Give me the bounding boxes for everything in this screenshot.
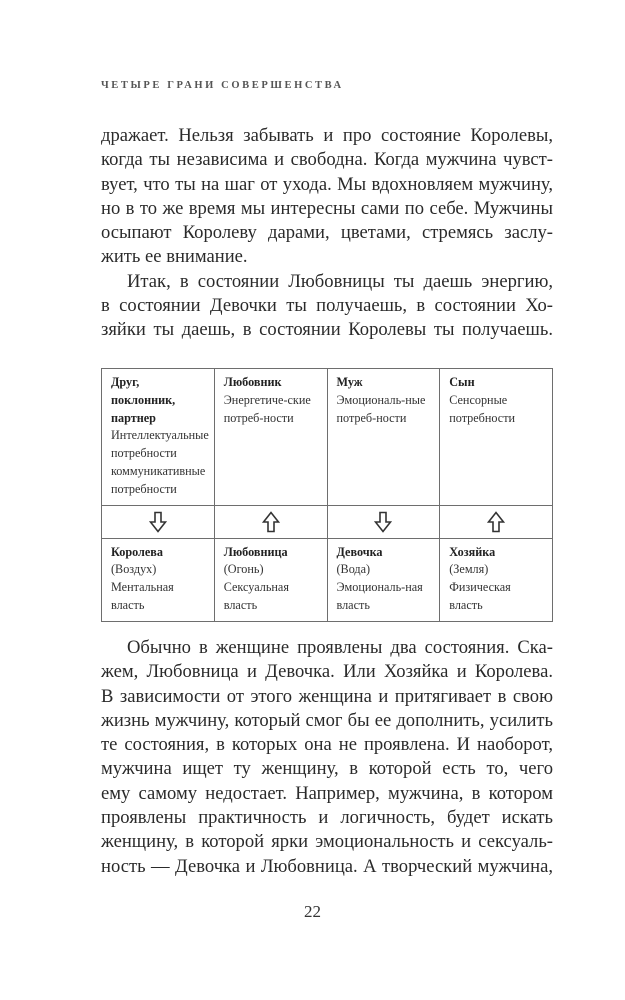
cell-title: Девочка xyxy=(336,544,383,559)
hollow-arrow-down-icon xyxy=(374,511,392,533)
text-line: жизнь мужчину, который смог бы ее дополнить, усилить xyxy=(101,709,553,731)
cell-desc: (Огонь) Сексуальная власть xyxy=(223,562,289,612)
cell-title: Королева xyxy=(111,544,163,559)
text-line: те состояния, в которых она не проявлена. И наоборот, xyxy=(101,734,553,756)
table-cell xyxy=(102,538,215,621)
table-row-arrows xyxy=(102,505,553,538)
text-line: когда ты независима и свободна. Когда мужчина чувст- xyxy=(101,149,553,171)
hollow-arrow-up-icon xyxy=(487,511,505,533)
states-table xyxy=(101,368,553,622)
text-line: жить ее внимание. xyxy=(101,246,248,268)
text-line: Итак, в состоянии Любовницы ты даешь энергию, xyxy=(127,270,553,292)
body-text-bottom xyxy=(101,636,553,879)
text-line: в состоянии Девочки ты получаешь, в состоянии Хо- xyxy=(101,295,553,317)
cell-desc: (Земля) Физическая власть xyxy=(449,562,511,612)
text-line: зяйки ты даешь, в состоянии Королевы ты получаешь. xyxy=(101,319,553,341)
text-line: ность — Девочка и Любовница. А творческий мужчина, xyxy=(101,855,553,877)
text-line: вует, что ты на шаг от ухода. Мы вдохновляем мужчину, xyxy=(101,173,553,195)
text-line: жем, Любовница и Девочка. Или Хозяйка и Королева. xyxy=(101,661,553,683)
table-cell xyxy=(327,505,440,538)
table-cell xyxy=(440,505,553,538)
table-cell xyxy=(327,369,440,506)
cell-desc: Энергетиче-ские потреб-ности xyxy=(223,392,311,425)
text-line: ему самому недостает. Например, мужчина, в котором xyxy=(101,782,553,804)
text-line: женщину, в которой ярки эмоциональность и сексуаль- xyxy=(101,831,553,853)
table-row-states xyxy=(102,538,553,621)
text-line: В зависимости от этого женщина и притягивает в свою xyxy=(101,685,553,707)
hollow-arrow-down-icon xyxy=(149,511,167,533)
cell-desc: Эмоциональ-ные потреб-ности xyxy=(336,392,426,425)
cell-desc: Сенсорные потребности xyxy=(449,392,516,425)
table-cell xyxy=(327,538,440,621)
table-cell xyxy=(102,505,215,538)
cell-title: Хозяйка xyxy=(449,544,496,559)
text-line: но в то же время мы интересны сами по себе. Мужчины xyxy=(101,197,553,219)
running-head: ЧЕТЫРЕ ГРАНИ СОВЕРШЕНСТВА xyxy=(101,80,344,91)
cell-title: Любовница xyxy=(223,544,288,559)
table-cell xyxy=(440,538,553,621)
table-cell xyxy=(214,538,327,621)
table-row-partners xyxy=(102,369,553,506)
body-text-top xyxy=(101,124,553,343)
table-cell xyxy=(102,369,215,506)
text-line: Обычно в женщине проявлены два состояния. Ска- xyxy=(127,637,553,658)
text-line: мужчина ищет ту женщину, в которой есть то, чего xyxy=(101,758,553,780)
cell-desc: (Воздух) Ментальная власть xyxy=(111,562,174,612)
hollow-arrow-up-icon xyxy=(262,511,280,533)
table-cell xyxy=(214,505,327,538)
page-number: 22 xyxy=(304,902,321,921)
cell-desc: (Вода) Эмоциональ-ная власть xyxy=(336,562,423,612)
text-line: осыпают Королеву дарами, цветами, стремясь заслу- xyxy=(101,222,553,244)
cell-desc: Интеллектуальные потребности коммуникативные потребности xyxy=(111,428,209,496)
cell-title: Сын xyxy=(449,375,475,389)
text-line: проявлены практичность и логичность, будет искать xyxy=(101,807,553,829)
cell-title: Любовник xyxy=(223,375,282,389)
text-line: дражает. Нельзя забывать и про состояние Королевы, xyxy=(101,125,553,146)
table-cell xyxy=(214,369,327,506)
cell-title: Друг, поклонник, партнер xyxy=(111,375,176,425)
cell-title: Муж xyxy=(336,375,363,389)
table-cell xyxy=(440,369,553,506)
